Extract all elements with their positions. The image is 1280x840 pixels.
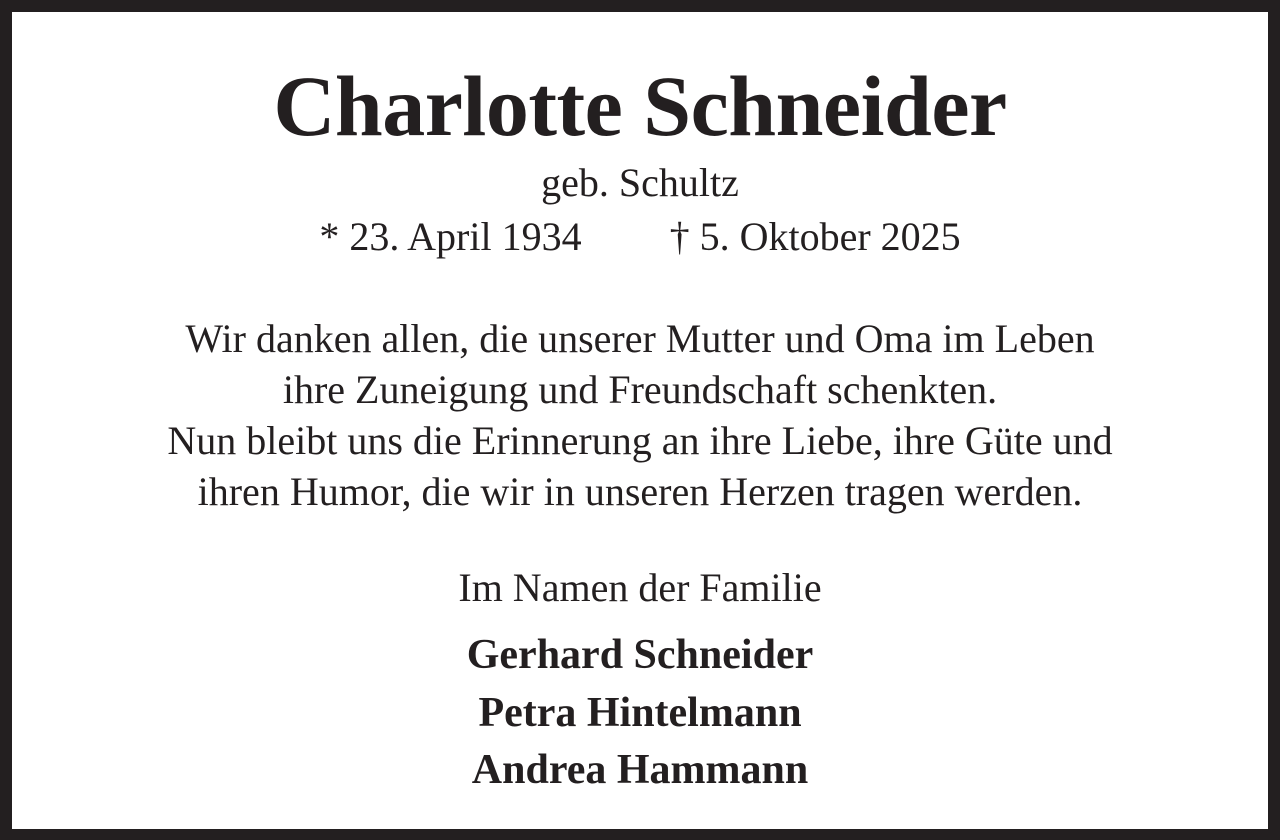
message-text <box>12 313 1268 517</box>
signer-name: Gerhard Schneider <box>466 632 814 678</box>
life-dates <box>12 214 1268 260</box>
birth-date: * 23. April 1934 <box>319 214 582 259</box>
closing-phrase: Im Namen der Familie <box>458 565 822 610</box>
deceased-name: Charlotte Schneider <box>273 58 1007 154</box>
message-line: ihren Humor, die wir in unseren Herzen tragen werden. <box>197 469 1083 514</box>
birth-name: geb. Schultz <box>541 160 739 205</box>
signer-name: Andrea Hammann <box>471 747 809 793</box>
message-line: Nun bleibt uns die Erinnerung an ihre Liebe, ihre Güte und <box>167 418 1113 463</box>
signer-name: Petra Hintelmann <box>478 689 802 736</box>
death-date: † 5. Oktober 2025 <box>669 214 961 259</box>
signers-list <box>12 627 1268 800</box>
message-line: ihre Zuneigung und Freundschaft schenkten. <box>282 367 998 412</box>
message-line: Wir danken allen, die unserer Mutter und Oma im Leben <box>185 316 1095 361</box>
